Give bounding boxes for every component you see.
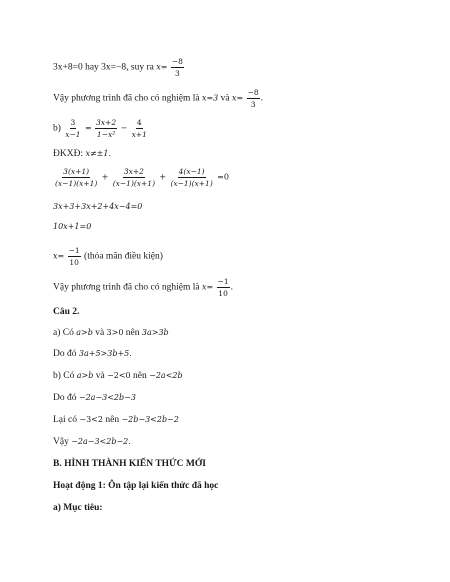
answer-text: b) Có — [53, 371, 77, 381]
numerator: 4(x−1) — [178, 167, 205, 176]
math-inequality: −2<0 — [107, 371, 131, 380]
denominator: 10 — [218, 289, 228, 298]
connector-text: và — [95, 328, 107, 338]
math-inequality: a>b — [76, 328, 93, 337]
equation-b — [53, 118, 149, 139]
denominator: 1−x² — [96, 130, 116, 139]
variable: x= — [53, 251, 65, 261]
objective-heading: a) Mục tiêu: — [53, 503, 103, 513]
period: . — [260, 93, 264, 104]
answer-b — [53, 372, 183, 382]
answer-text: Lại có — [53, 415, 80, 425]
denominator: 10 — [69, 258, 79, 267]
fraction — [95, 118, 117, 139]
condition-math: x≠±1. — [85, 149, 112, 158]
variable: x= — [156, 62, 168, 72]
math-inequality: 3a>3b — [141, 328, 169, 337]
math-inequality: a>b — [76, 371, 94, 380]
numerator: 3 — [70, 118, 76, 127]
answer-text: Do đó — [53, 393, 79, 403]
fraction — [169, 167, 213, 188]
fraction — [68, 246, 81, 267]
variable: x= — [201, 282, 214, 292]
fraction — [54, 167, 98, 188]
math-inequality: −3<2 — [79, 415, 103, 424]
numerator: −8 — [247, 88, 259, 97]
denominator: (x−1)(x+1) — [55, 179, 98, 188]
numerator: 3x+2 — [96, 118, 117, 127]
denominator: (x−1)(x+1) — [112, 179, 156, 188]
fraction — [217, 277, 230, 298]
connector-text: và — [95, 371, 108, 381]
fraction — [247, 88, 260, 109]
equals-sign: = — [84, 123, 92, 133]
solution-line-2 — [53, 246, 163, 267]
plus-sign: + — [101, 172, 109, 182]
answer-text: Do đó — [53, 349, 79, 359]
question-2-heading: Câu 2. — [53, 307, 80, 317]
minus-sign: − — [120, 123, 128, 133]
numerator: −1 — [68, 246, 80, 255]
numerator: −1 — [217, 277, 229, 286]
equation-text: 3x+8=0 hay 3x=−8, suy ra — [53, 62, 157, 73]
period: . — [230, 282, 233, 293]
answer-text: Vậy — [53, 437, 72, 447]
connector-text: nên — [105, 415, 122, 425]
answer-b-step-2 — [53, 416, 179, 426]
numerator: 3x+2 — [123, 167, 144, 176]
solution-line-1 — [53, 57, 185, 78]
denominator: (x−1)(x+1) — [170, 179, 213, 188]
solution-value: x=3 — [201, 93, 219, 103]
conclusion-text: Vậy phương trình đã cho có nghiệm là — [53, 282, 202, 293]
numerator: 4 — [136, 118, 142, 127]
denominator: x−1 — [65, 130, 81, 139]
domain-condition — [53, 150, 111, 160]
part-label: b) — [53, 123, 64, 134]
math-inequality: 3>0 — [106, 328, 124, 337]
plus-sign: + — [159, 172, 167, 182]
numerator: 3(x+1) — [63, 167, 90, 176]
math-inequality: 3a+5>3b+5. — [78, 349, 132, 358]
connector-text: nên — [133, 371, 150, 381]
connector-text: và — [220, 93, 232, 104]
answer-b-step — [53, 394, 136, 404]
denominator: 3 — [174, 69, 180, 78]
denominator: x+1 — [131, 130, 147, 139]
conclusion-line-1 — [53, 88, 263, 109]
conclusion-text: Vậy phương trình đã cho có nghiệm là — [53, 93, 202, 104]
simplified-equation: 10x+1=0 — [53, 222, 92, 231]
numerator: −8 — [171, 57, 183, 66]
condition-note: (thỏa mãn điều kiện) — [84, 251, 163, 262]
math-inequality: −2b−3<2b−2 — [121, 415, 179, 424]
answer-b-result — [53, 438, 131, 448]
connector-text: nên — [125, 328, 142, 338]
activity-1-heading: Hoạt động 1: Ôn tập lại kiến thức đã học — [53, 481, 219, 491]
math-inequality: −2a−3<2b−3 — [78, 393, 136, 402]
condition-label: ĐKXĐ: — [53, 149, 86, 159]
variable: x= — [231, 93, 244, 103]
conclusion-line-2 — [53, 277, 233, 298]
equation-common-denominator — [53, 167, 229, 188]
answer-a-result — [53, 350, 132, 360]
denominator: 3 — [250, 100, 256, 109]
section-b-heading: B. HÌNH THÀNH KIẾN THỨC MỚI — [53, 459, 206, 469]
answer-a — [53, 329, 169, 339]
answer-text: a) Có — [53, 328, 77, 338]
expanded-equation: 3x+3+3x+2+4x−4=0 — [53, 202, 143, 211]
math-inequality: −2a<2b — [149, 371, 183, 380]
fraction — [112, 167, 156, 188]
math-inequality: −2a−3<2b−2. — [71, 437, 131, 446]
fraction — [171, 57, 184, 78]
fraction — [64, 118, 81, 139]
fraction — [131, 118, 148, 139]
equals-zero: =0 — [217, 172, 229, 182]
